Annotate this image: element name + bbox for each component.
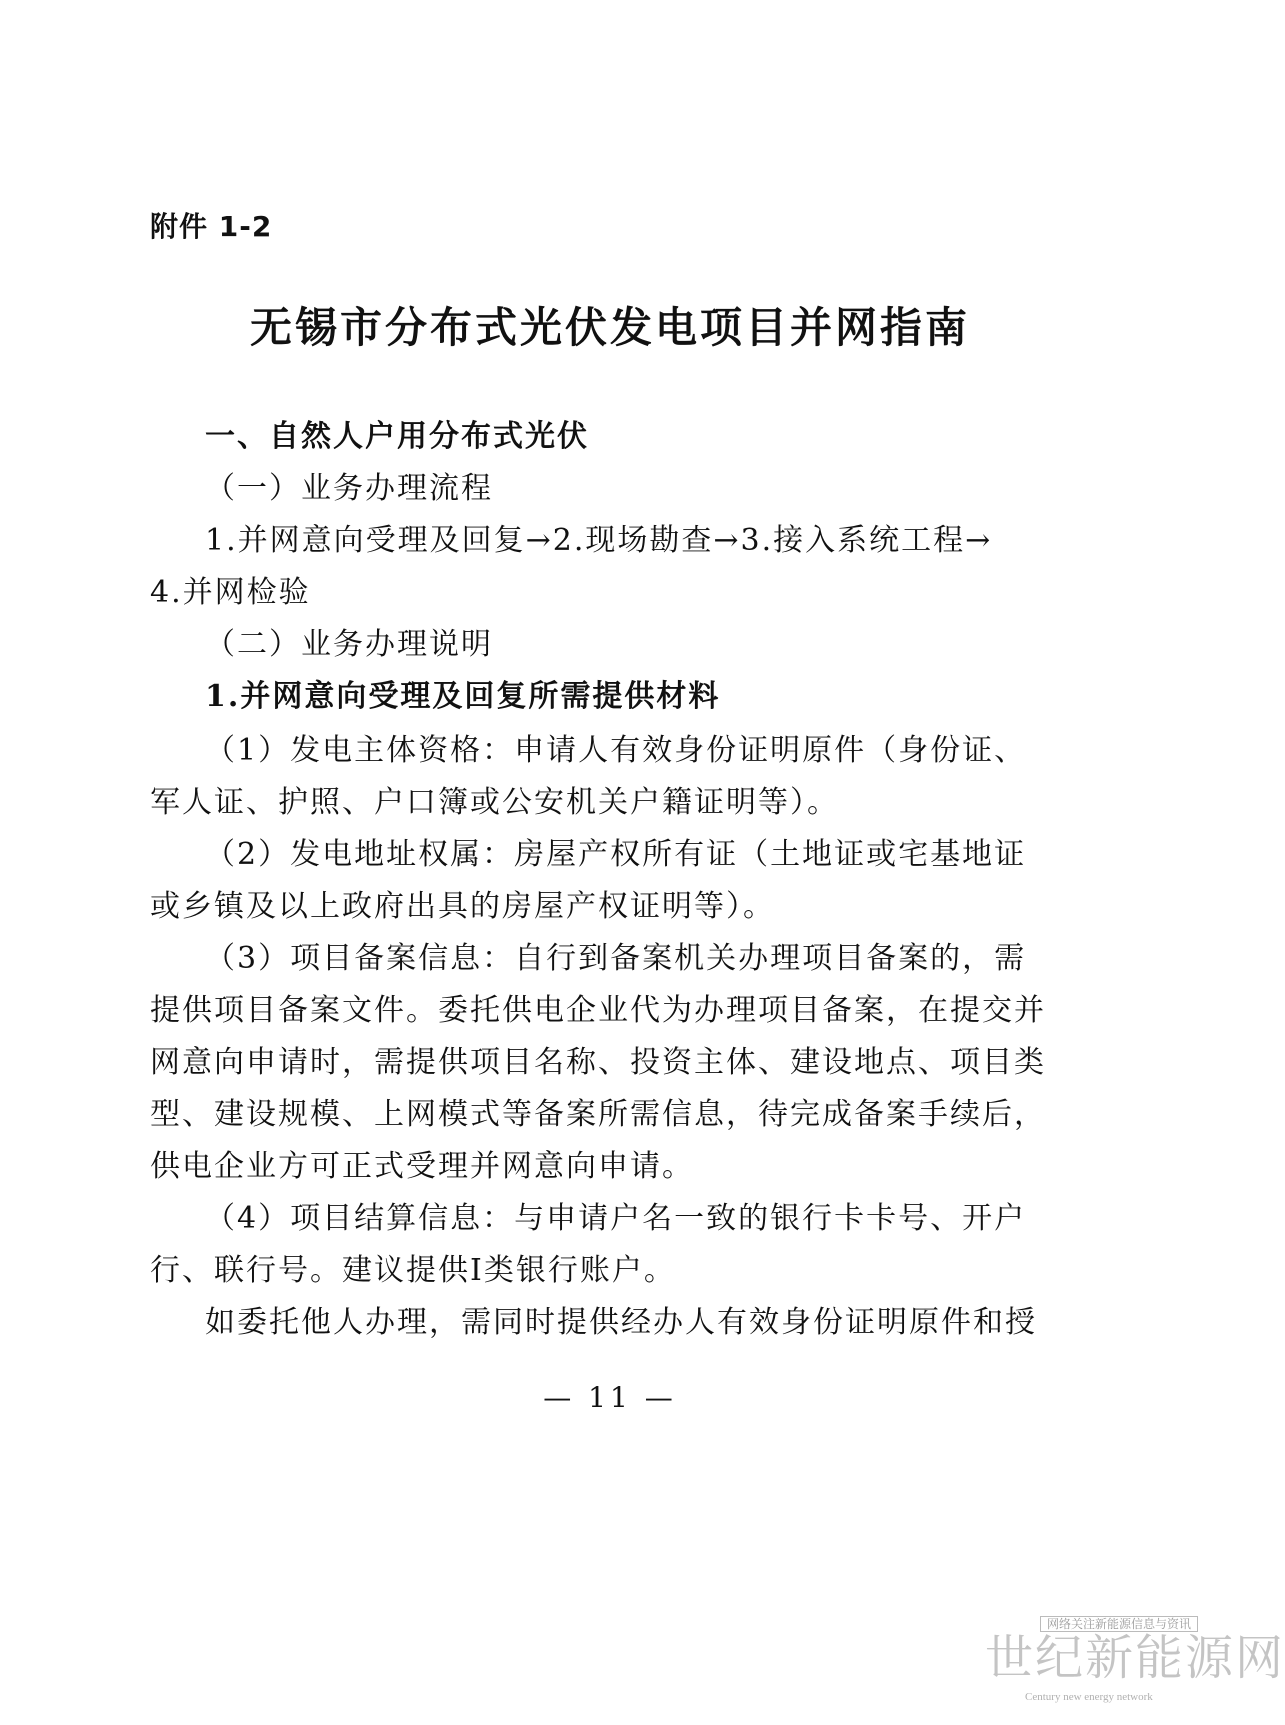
paragraph-4-line-2: 行、联行号。建议提供I类银行账户。	[150, 1253, 676, 1288]
item-heading-1: 1.并网意向受理及回复所需提供材料	[205, 679, 721, 714]
watermark-english: Century new energy network	[1025, 1691, 1153, 1703]
paragraph-3-line-1: （3）项目备案信息：自行到备案机关办理项目备案的，需	[205, 941, 1027, 976]
paragraph-5-line-1: 如委托他人办理，需同时提供经办人有效身份证明原件和授	[205, 1305, 1037, 1340]
page-number: — 11 —	[543, 1381, 677, 1414]
paragraph-3-line-2: 提供项目备案文件。委托供电企业代为办理项目备案，在提交并	[150, 993, 1046, 1028]
watermark-tagline: 网络关注新能源信息与资讯	[1040, 1616, 1198, 1632]
process-line-1: 1.并网意向受理及回复→2.现场勘查→3.接入系统工程→	[205, 523, 993, 558]
subsection-heading-description: （二）业务办理说明	[205, 627, 493, 662]
paragraph-2-line-2: 或乡镇及以上政府出具的房屋产权证明等）。	[150, 889, 775, 924]
paragraph-3-line-4: 型、建设规模、上网模式等备案所需信息，待完成备案手续后，	[150, 1097, 1046, 1132]
document-title: 无锡市分布式光伏发电项目并网指南	[249, 303, 970, 352]
paragraph-1-line-1: （1）发电主体资格：申请人有效身份证明原件（身份证、	[205, 733, 1027, 768]
process-line-2: 4.并网检验	[150, 575, 311, 610]
watermark-logo: 世纪新能源网	[985, 1630, 1285, 1686]
paragraph-2-line-1: （2）发电地址权属：房屋产权所有证（土地证或宅基地证	[205, 837, 1027, 872]
subsection-heading-process: （一）业务办理流程	[205, 471, 493, 506]
paragraph-3-line-3: 网意向申请时，需提供项目名称、投资主体、建设地点、项目类	[150, 1045, 1046, 1080]
paragraph-1-line-2: 军人证、护照、户口簿或公安机关户籍证明等）。	[150, 785, 839, 820]
paragraph-3-line-5: 供电企业方可正式受理并网意向申请。	[150, 1149, 694, 1184]
section-heading-1: 一、自然人户用分布式光伏	[205, 419, 589, 454]
paragraph-4-line-1: （4）项目结算信息：与申请户名一致的银行卡卡号、开户	[205, 1201, 1027, 1236]
annex-label: 附件 1-2	[150, 210, 273, 243]
